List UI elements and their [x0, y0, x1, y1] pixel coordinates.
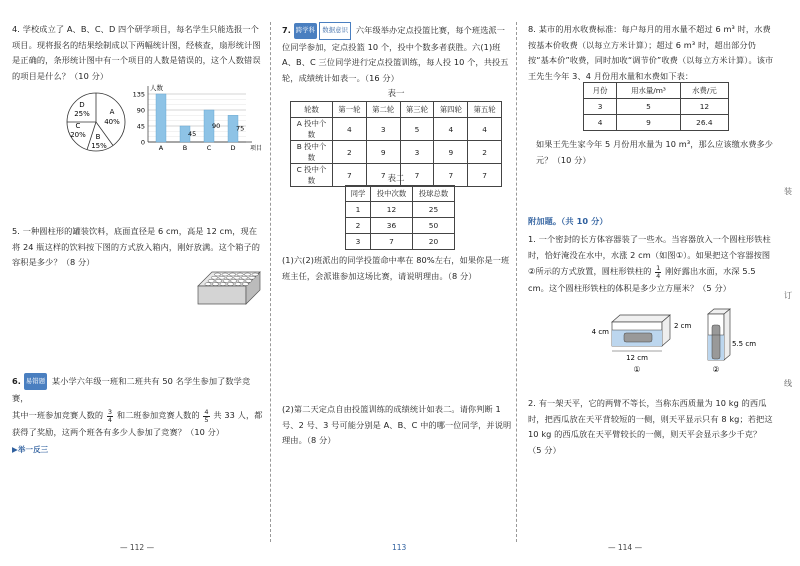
bar-a [156, 94, 166, 142]
bar-ytick-label: 90 [136, 106, 145, 115]
question-7-text: 六年级举办定点投篮比赛，每个班选派一位同学参加，定点投篮 10 个，投中个数多者获胜。六(1)班 A、B、C 三位同学进行定点投篮训练，每人投 10 个，共投五轮，成绩统计如表一。（16 分） [282, 25, 509, 83]
table2 [345, 185, 455, 250]
table1-cell: 9 [366, 141, 400, 164]
fraction-3-4 [107, 409, 113, 424]
can-top [231, 279, 237, 282]
table1-cell: 7 [434, 164, 468, 187]
pie-label-d: D [79, 101, 85, 109]
question-7-part2 [282, 402, 512, 449]
fig-label-2cm: 2 cm [674, 322, 692, 330]
can-top [229, 273, 235, 276]
extra-q1-text-b: 刚好露出水面，水深 5.5 cm。这个圆柱形铁柱的体积是多少立方厘米？（5 分） [528, 266, 756, 293]
water-table-cell: 9 [617, 115, 681, 131]
water-table-cell: 5 [617, 99, 681, 115]
question-6-line3: 获得了奖励，这两个班各有多少人参加了竞赛？（10 分） [12, 427, 225, 437]
bar-ytick-label: 45 [136, 122, 145, 131]
table1-cell: 7 [468, 164, 502, 187]
table2-cell: 36 [371, 218, 413, 234]
question-8 [528, 22, 774, 84]
extra-title-text: 附加题。（共 10 分） [528, 216, 608, 226]
table2-cell: 25 [413, 202, 455, 218]
table2-row [346, 218, 455, 234]
water-table-cell: 3 [584, 99, 617, 115]
question-4-text: 4. 学校成立了 A、B、C、D 四个研学项目，每名学生只能选报一个项目。现将报名的结果绘制成以下两幅统计图，经核查，扇形统计图是正确的，条形统计图中有一个项目的人数是错误的，这个人数错误的项目是什么？（10 分） [12, 24, 261, 81]
fraction-numerator: 1 [656, 264, 661, 272]
can-top [252, 273, 258, 276]
table1-cell: 7 [333, 164, 367, 187]
table1-cell: 7 [400, 164, 434, 187]
table1-cell: C 投中个数 [291, 164, 333, 187]
table1-title: 表一 [387, 89, 405, 99]
question-5 [12, 224, 264, 271]
fraction-denominator: 4 [656, 272, 661, 280]
column-divider-right [516, 22, 517, 542]
extra-title [528, 214, 768, 230]
water-table-row [584, 99, 729, 115]
can-top [226, 276, 232, 279]
bar-category-label: C [206, 144, 212, 152]
fraction-1-4 [655, 265, 661, 280]
can-top [211, 276, 217, 279]
can-top [205, 283, 211, 286]
table2-cell: 2 [346, 218, 371, 234]
table1-cell: 3 [400, 141, 434, 164]
table1-header-cell: 第五轮 [468, 102, 502, 118]
water-fee-table [583, 82, 729, 131]
table1-cell: 7 [366, 164, 400, 187]
water-table-header-cell: 用水量/m³ [617, 83, 681, 99]
water-table-cell: 12 [680, 99, 728, 115]
table1-cell: 4 [434, 118, 468, 141]
binding-mark-2: 订 [784, 291, 792, 300]
question-7-number: 7. [282, 25, 292, 35]
table2-cell: 20 [413, 234, 455, 250]
table1-cell: 9 [434, 141, 468, 164]
question-5-text: 5. 一种圆柱形的罐装饮料，底面直径是 6 cm，高是 12 cm，现在将 24 瓶这样的饮料按下图的方式放入箱内，刚好放满。这个箱子的容积是多少？（8 分） [12, 226, 261, 267]
can-top [234, 276, 240, 279]
bar-x-axis-label: 项目 [249, 145, 263, 152]
bar-value-label: 90 [212, 122, 221, 130]
question-7 [282, 22, 510, 86]
table1-header-cell: 第三轮 [400, 102, 434, 118]
pie-label-a: A [109, 108, 115, 116]
page-number-right: — 114 — [608, 543, 643, 552]
bar-category-label: B [182, 144, 188, 152]
question-6-line2a: 其中一班参加竞赛人数的 [12, 410, 104, 420]
can-top [212, 283, 218, 286]
can-top [249, 276, 255, 279]
bar-value-label: 45 [188, 130, 197, 138]
table2-cell: 12 [371, 202, 413, 218]
table1-cell: B 投中个数 [291, 141, 333, 164]
table1-cell: 5 [400, 118, 434, 141]
table2-cell: 50 [413, 218, 455, 234]
question-6 [12, 373, 264, 458]
tag-data-awareness: 数据意识 [319, 22, 351, 40]
can-top [214, 273, 220, 276]
extra-question-2 [528, 396, 774, 458]
can-top [208, 279, 214, 282]
container-figures [590, 308, 780, 380]
fraction-numerator: 4 [204, 408, 209, 416]
fig-label-4cm: 4 cm [591, 328, 609, 336]
table1-cell: 2 [468, 141, 502, 164]
question-8-ask-text: 如果王先生家今年 5 月份用水量为 10 m³，那么应该缴水费多少元？（10 分） [536, 139, 774, 165]
table2-title: 表二 [387, 174, 405, 184]
water-table-header-cell: 月份 [584, 83, 617, 99]
can-top [223, 279, 229, 282]
can-top [238, 279, 244, 282]
question-8-ask [536, 137, 774, 168]
page-number-left: — 112 — [120, 543, 155, 552]
water-table-row [584, 115, 729, 131]
table1-header-cell: 第一轮 [333, 102, 367, 118]
question-8-text: 8. 某市的用水收费标准：每户每月的用水量不超过 6 m³ 时，水费按基本价收费（以每立方米计算）；超过 6 m³ 时，超出部分仍按“基本价”收费，同时加收“调节价”收费（以每立方米计算）。该市王先生今年 3、4 月份用水量和水费如下表： [528, 24, 774, 81]
can-top [241, 276, 247, 279]
bar-value-label: 75 [236, 124, 245, 133]
table1-header-cell: 第四轮 [434, 102, 468, 118]
tag-error-prone: 易错题 [24, 373, 47, 390]
column-divider-left [270, 22, 271, 542]
can-top [237, 273, 243, 276]
fraction-denominator: 4 [107, 416, 113, 424]
q4-pie-chart [60, 87, 136, 157]
can-top [246, 279, 252, 282]
can-top [235, 283, 241, 286]
table1-cell: 4 [468, 118, 502, 141]
table2-cell: 1 [346, 202, 371, 218]
table2-header-cell: 同学 [346, 186, 371, 202]
question-6-line1: 某小学六年级一班和二班共有 50 名学生参加了数学竞赛， [12, 376, 251, 403]
table2-header-row [346, 186, 455, 202]
table1-cell: A 投中个数 [291, 118, 333, 141]
table1-cell: 4 [333, 118, 367, 141]
question-6-line2c: 共 33 人，都 [213, 410, 263, 420]
table1-header-cell: 第二轮 [366, 102, 400, 118]
table2-header-cell: 投球总数 [413, 186, 455, 202]
water-table-cell: 4 [584, 115, 617, 131]
pie-label-a-pct: 40% [104, 118, 120, 126]
related-practice-link[interactable]: ▶举一反三 [12, 445, 49, 454]
binding-mark-3: 线 [784, 379, 792, 388]
bar-category-label: A [158, 144, 164, 152]
table1-cell: 2 [333, 141, 367, 164]
table1-row [291, 141, 502, 164]
can-top [227, 283, 233, 286]
fraction-denominator: 5 [204, 416, 209, 424]
table2-row [346, 234, 455, 250]
tag-cross-discipline: 跨学科 [294, 23, 317, 39]
extra-question-1 [528, 231, 774, 296]
q4-bar-chart [126, 82, 266, 160]
pie-label-c-pct: 20% [70, 131, 86, 139]
fraction-numerator: 3 [107, 408, 113, 416]
extra-q2-text: 2. 有一架天平，它的两臂不等长，当称东西质量为 10 kg 的西瓜时，把西瓜放在天平背较短的一侧，则天平显示只有 8 kg；若把这 10 kg 的西瓜放在天平臂较长的一侧，则天平会显示多少千克？（5 分） [528, 398, 773, 455]
pie-label-d-pct: 25% [74, 110, 90, 118]
water-table-header-cell: 水费/元 [680, 83, 728, 99]
fig-label-12cm: 12 cm [626, 354, 648, 362]
fraction-4-5 [203, 409, 209, 424]
table1-cell: 3 [366, 118, 400, 141]
bar-y-axis-label: 人数 [150, 84, 163, 92]
pie-label-c: C [75, 122, 81, 130]
can-top [219, 276, 225, 279]
bar-ytick-label: 0 [140, 138, 145, 147]
can-top [216, 279, 222, 282]
question-7-part1 [282, 253, 512, 284]
table2-header-cell: 投中次数 [371, 186, 413, 202]
pie-label-b-pct: 15% [91, 142, 107, 150]
fig-label-1: ① [633, 365, 641, 374]
question-6-number: 6. [12, 376, 22, 386]
page-number-middle: 113 [392, 543, 407, 552]
table2-cell: 7 [371, 234, 413, 250]
table1-header-row [291, 102, 502, 118]
question-4 [12, 22, 262, 84]
water-table-header-row [584, 83, 729, 99]
table1-header-cell: 轮数 [291, 102, 333, 118]
can-top [242, 283, 248, 286]
fig-label-5-5cm: 5.5 cm [732, 340, 757, 348]
fig-label-2: ② [712, 365, 720, 374]
pie-label-b: B [95, 133, 101, 141]
can-top [220, 283, 226, 286]
can-box-illustration [196, 268, 262, 308]
water-table-cell: 26.4 [680, 115, 728, 131]
table1-row [291, 118, 502, 141]
extra-q1-text-a: 1. 一个密封的长方体容器装了一些水。当容器放入一个圆柱形铁柱时，恰好淹没在水中，水涨 2 cm（如图①）。如果把这个容器按图②所示的方式放置，圆柱形铁柱的 [528, 234, 771, 276]
binding-mark-1: 装 [784, 187, 792, 196]
question-7-part2-text: (2)第二天定点自由投篮训练的成绩统计如表二。请你判断 1 号、2 号、3 号可能分别是 A、B、C 中的哪一位同学，并说明理由。（8 分） [282, 404, 512, 445]
table2-row [346, 202, 455, 218]
question-6-line2b: 和二班参加竞赛人数的 [116, 410, 200, 420]
can-top [222, 273, 228, 276]
bar-ytick-label: 135 [132, 90, 145, 99]
table2-cell: 3 [346, 234, 371, 250]
question-7-part1-text: (1)六(2)班派出的同学投篮命中率在 80%左右，如果你是一班班主任，会派谁参加这场比赛，请说明理由。（8 分） [282, 255, 510, 281]
can-top [244, 273, 250, 276]
bar-category-label: D [230, 144, 236, 152]
